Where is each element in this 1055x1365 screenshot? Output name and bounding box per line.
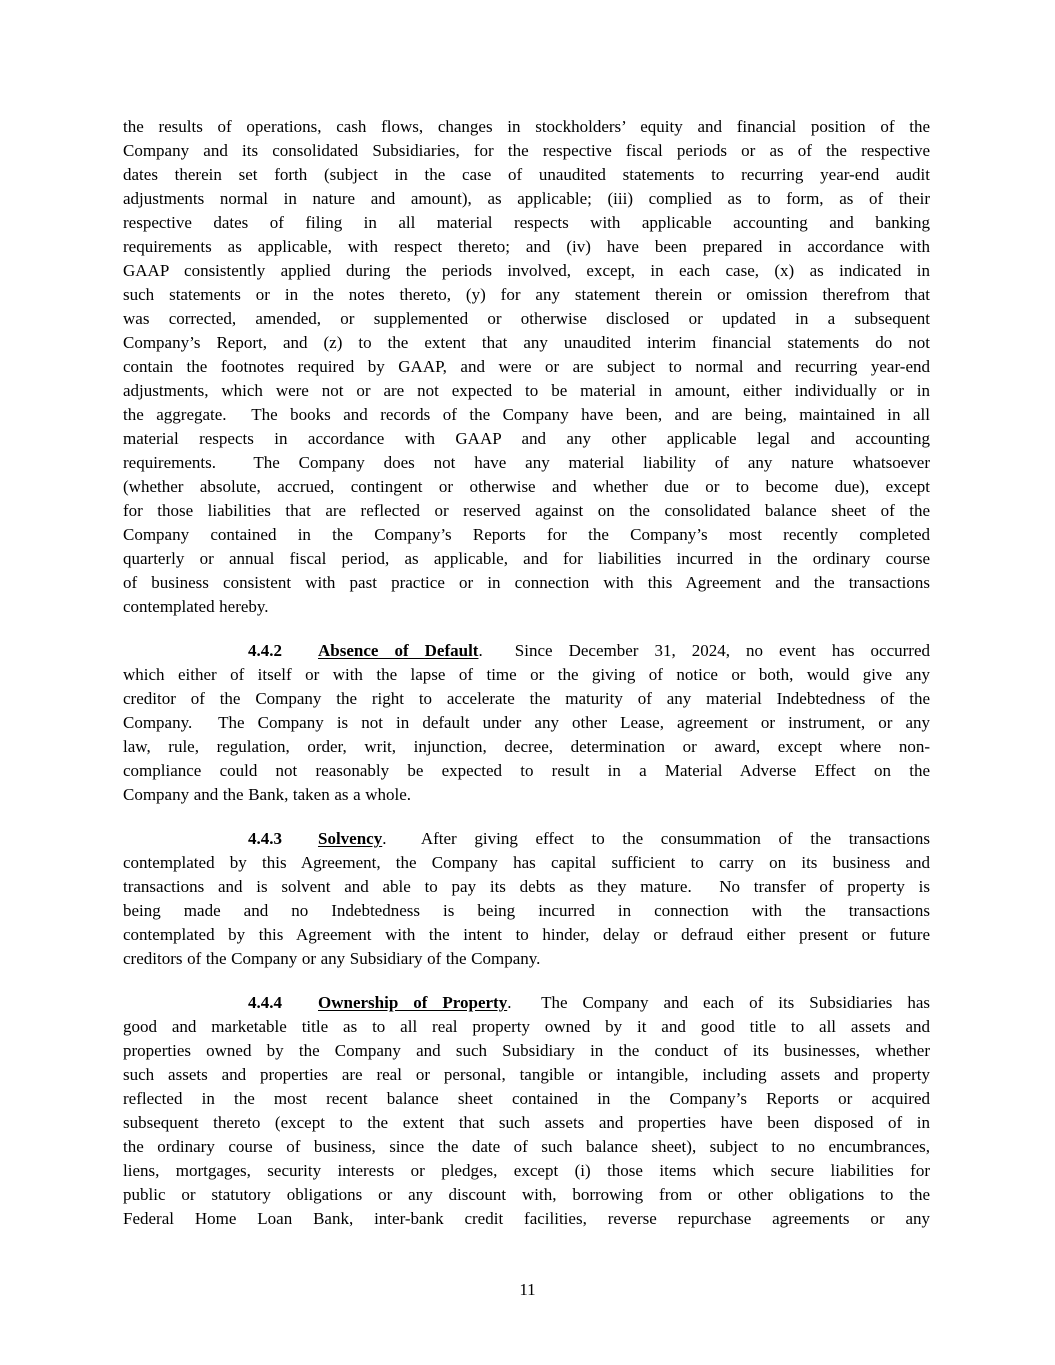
text-line: adjustments, which were not or are not expected to be material in amount, either individually or in <box>123 381 930 400</box>
text-line: for those liabilities that are reflected or reserved against on the consolidated balance sheet of the <box>123 501 930 520</box>
section-title: Ownership of Property <box>318 993 508 1012</box>
text-line: material respects in accordance with GAAP and any other applicable legal and accounting <box>123 429 930 448</box>
heading-line-text: . The Company and each of its Subsidiaries has <box>507 993 930 1012</box>
document-body <box>123 115 930 1231</box>
text-line: contemplated by this Agreement with the intent to hinder, delay or defraud either present or future <box>123 925 930 944</box>
text-line: the ordinary course of business, since the date of such balance sheet), subject to no encumbrances, <box>123 1137 930 1156</box>
text-line: Federal Home Loan Bank, inter-bank credit facilities, reverse repurchase agreements or any <box>123 1209 930 1228</box>
text-line: contemplated by this Agreement, the Company has capital sufficient to carry on its business and <box>123 853 930 872</box>
text-line: Company and its consolidated Subsidiaries, for the respective fiscal periods or as of the respective <box>123 141 930 160</box>
text-line: was corrected, amended, or supplemented or otherwise disclosed or updated in a subsequent <box>123 309 930 328</box>
text-line: Company’s Report, and (z) to the extent that any unaudited interim financial statements do not <box>123 333 930 352</box>
text-line: of business consistent with past practice or in connection with this Agreement and the transactions <box>123 573 930 592</box>
text-line: contemplated hereby. <box>123 597 269 616</box>
text-line: dates therein set forth (subject in the case of unaudited statements to recurring year-end audit <box>123 165 930 184</box>
text-line: such assets and properties are real or personal, tangible or intangible, including assets and property <box>123 1065 930 1084</box>
heading-line-text: . Since December 31, 2024, no event has occurred <box>478 641 930 660</box>
text-line: Company and the Bank, taken as a whole. <box>123 785 412 804</box>
text-line: the aggregate. The books and records of the Company have been, and are being, maintained in all <box>123 405 930 424</box>
section-heading-line <box>123 827 930 851</box>
text-line: reflected in the most recent balance sheet contained in the Company’s Reports or acquired <box>123 1089 930 1108</box>
section-paragraph <box>123 991 930 1231</box>
section-number: 4.4.3 <box>248 829 282 848</box>
text-line: subsequent thereto (except to the extent that such assets and properties have been disposed of in <box>123 1113 930 1132</box>
text-line: Company contained in the Company’s Reports for the Company’s most recently completed <box>123 525 930 544</box>
section-number: 4.4.4 <box>248 993 282 1012</box>
text-line: creditor of the Company the right to accelerate the maturity of any material Indebtedness of the <box>123 689 930 708</box>
text-line: good and marketable title as to all real property owned by it and good title to all assets and <box>123 1017 930 1036</box>
text-line: the results of operations, cash flows, changes in stockholders’ equity and financial position of the <box>123 117 930 136</box>
heading-line-text: . After giving effect to the consummation of the transactions <box>382 829 930 848</box>
page-number: 11 <box>519 1280 536 1299</box>
text-line: which either of itself or with the lapse of time or the giving of notice or both, would give any <box>123 665 930 684</box>
text-line: public or statutory obligations or any discount with, borrowing from or other obligations to the <box>123 1185 930 1204</box>
text-line: contain the footnotes required by GAAP, and were or are subject to normal and recurring year-end <box>123 357 930 376</box>
text-line: Company. The Company is not in default under any other Lease, agreement or instrument, or any <box>123 713 930 732</box>
text-line: (whether absolute, accrued, contingent or otherwise and whether due or to become due), except <box>123 477 930 496</box>
text-line: quarterly or annual fiscal period, as applicable, and for liabilities incurred in the ordinary course <box>123 549 930 568</box>
text-line: properties owned by the Company and such Subsidiary in the conduct of its businesses, whether <box>123 1041 930 1060</box>
section-heading-line <box>123 639 930 663</box>
text-line: GAAP consistently applied during the periods involved, except, in each case, (x) as indicated in <box>123 261 930 280</box>
page-footer <box>0 1278 1055 1302</box>
section-number: 4.4.2 <box>248 641 282 660</box>
text-line: requirements as applicable, with respect thereto; and (iv) have been prepared in accordance with <box>123 237 930 256</box>
text-line: creditors of the Company or any Subsidiary of the Company. <box>123 949 541 968</box>
text-line: compliance could not reasonably be expected to result in a Material Adverse Effect on the <box>123 761 930 780</box>
text-line: being made and no Indebtedness is being incurred in connection with the transactions <box>123 901 930 920</box>
text-line: liens, mortgages, security interests or pledges, except (i) those items which secure liabilities for <box>123 1161 930 1180</box>
section-paragraph <box>123 639 930 807</box>
section-paragraph <box>123 827 930 971</box>
text-line: transactions and is solvent and able to pay its debts as they mature. No transfer of property is <box>123 877 930 896</box>
section-title: Absence of Default <box>318 641 479 660</box>
text-line: such statements or in the notes thereto, (y) for any statement therein or omission therefrom that <box>123 285 930 304</box>
section-title: Solvency <box>318 829 383 848</box>
text-line: adjustments normal in nature and amount), as applicable; (iii) complied as to form, as of their <box>123 189 930 208</box>
text-line: law, rule, regulation, order, writ, injunction, decree, determination or award, except where non- <box>123 737 930 756</box>
body-paragraph <box>123 115 930 619</box>
text-line: respective dates of filing in all material respects with applicable accounting and banking <box>123 213 930 232</box>
section-heading-line <box>123 991 930 1015</box>
text-line: requirements. The Company does not have any material liability of any nature whatsoever <box>123 453 930 472</box>
